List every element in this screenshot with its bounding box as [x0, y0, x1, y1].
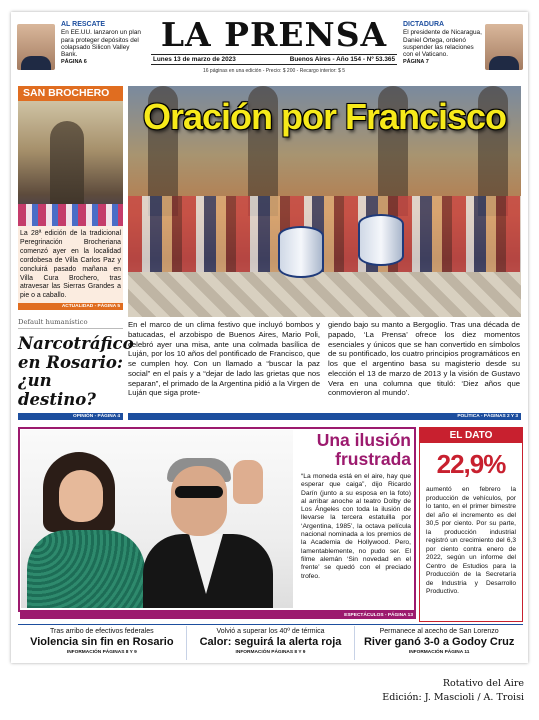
main-story-col-1: En el marco de un clima festivo que incluyó bombos y batucadas, el arzobispo de Buenos Aires, Mario Poli, celebró ayer una misa, ante una colmada basílica de Luján, por los 10 años del pontificado de Francisco, que se cumplen hoy. Con un llamado a “buscar la paz social” en el país y a “dejar de lado las grietas que nos separan”, el primado de la Argentina pidió a la Virgen de Luján que siga prote-	[128, 320, 320, 398]
main-story-tag: POLÍTICA - PÁGINAS 2 Y 3	[128, 413, 521, 420]
man-face	[171, 466, 227, 536]
credits	[382, 677, 524, 705]
floor	[128, 272, 521, 317]
strip-headline: Violencia sin fin en Rosario	[30, 636, 174, 648]
ilusion-text: “La moneda está en el aire, hay que esperar que caiga”, dijo Ricardo Darín (junto a su esposa en la foto) al arribar anoche al teatro Dolby de Los Ángeles con toda la ilusión de llevarse la tercera estatuilla por ‘Argentina, 1985’, la octava película nacional nominada a los premios de la Academia de Hollywood. Pero, lamentablemente, no pudo ser. El filme alemán ‘Sin novedad en el frente’ se quedó con el preciado trofeo.	[301, 473, 411, 580]
strip-headline: River ganó 3-0 a Godoy Cruz	[363, 636, 515, 648]
strip-item-calor[interactable]	[186, 626, 355, 660]
opinion-tag: OPINIÓN - PÁGINA 4	[18, 413, 123, 420]
ear-left-page: PÁGINA 6	[61, 59, 87, 66]
masthead: LA PRENSA	[160, 15, 388, 54]
date: Lunes 13 de marzo de 2023	[153, 56, 236, 63]
el-dato-value: 22,9%	[436, 449, 506, 479]
san-brochero-photo	[18, 101, 123, 226]
drum	[278, 226, 324, 278]
price-info: 16 páginas en una edición - Precio: $ 200 - Recargo interior: $ 5	[202, 68, 346, 74]
strip-kicker: Tras arribo de efectivos federales	[50, 628, 154, 635]
main-story-body	[128, 320, 521, 398]
strip-item-river[interactable]	[354, 626, 523, 660]
main-photo[interactable]	[128, 86, 521, 317]
san-brochero-story[interactable]	[18, 86, 123, 310]
strip-kicker: Volvió a superar los 40º de térmica	[216, 628, 325, 635]
left-column	[18, 86, 134, 420]
san-brochero-tag: ACTUALIDAD - PÁGINA 5	[18, 303, 123, 310]
credits-line-1: Rotativo del Aire	[442, 678, 524, 689]
bottom-strip	[18, 626, 523, 660]
el-dato-box[interactable]	[419, 427, 523, 622]
ilusion-photo[interactable]	[21, 430, 293, 608]
ilusion-tag: ESPECTÁCULOS - PÁGINA 13	[20, 612, 416, 619]
san-brochero-text: La 28ª edición de la tradicional Peregrinación Brocheriana comenzó ayer en la localidad cordobesa de Villa Carlos Paz y concluirá pasado mañana en Villa Cura Brochero, tras atravesar las Sierras Grandes a pie o a caballo.	[18, 226, 123, 303]
opinion-story[interactable]	[18, 318, 134, 420]
bottom-strip-rule	[18, 624, 523, 625]
statue-figure	[50, 121, 84, 211]
woman-dress	[27, 530, 145, 608]
flowers	[18, 204, 123, 226]
strip-headline: Calor: seguirá la alerta roja	[199, 636, 342, 648]
ear-left-kicker: AL RESCATE	[61, 21, 106, 28]
page-content	[11, 12, 528, 663]
drum	[358, 214, 404, 266]
ear-left-text: En EE.UU. lanzaron un plan para proteger depósitos del colapsado Silicon Valley Bank.	[61, 29, 141, 59]
opinion-title: Narcotráfico en Rosario: ¿un destino?	[18, 334, 134, 409]
edition: Buenos Aires - Año 154 - Nº 53.365	[289, 56, 395, 63]
ilusion-headline[interactable]: Una ilusión frustrada	[316, 430, 411, 469]
el-dato-text: aumentó en febrero la producción de vehículos, por lo tanto, en el primer bimestre del año el incremento es del 30,5 por ciento. Por su parte, la producción industrial registró un crecimiento del 6,3 por ciento contra enero de 2022, según un informe del Centro de Estudios para la Producción de la Secretaría de Industria y Desarrollo Productivo.	[426, 486, 516, 595]
ear-right-kicker: DICTADURA	[403, 21, 445, 28]
sunglasses	[175, 486, 223, 498]
main-headline[interactable]: Oración por Francisco	[142, 96, 507, 137]
raised-hand	[233, 460, 263, 504]
ear-right-page: PÁGINA 7	[403, 59, 429, 66]
credits-line-2: Edición: J. Mascioli / A. Troisi	[382, 692, 524, 703]
strip-kicker: Permanece al acecho de San Lorenzo	[379, 628, 499, 635]
woman-face	[59, 470, 103, 522]
opinion-kicker: Default humanístico	[18, 318, 123, 329]
strip-page: INFORMACIÓN PÁGINAS 8 Y 9	[66, 650, 137, 655]
ear-right-text: El presidente de Nicaragua, Daniel Ortega, ordenó suspender las relaciones con el Vaticano.	[403, 29, 482, 59]
el-dato-banner: EL DATO	[420, 428, 522, 443]
strip-page: INFORMACIÓN PÁGINAS 8 Y 9	[235, 650, 306, 655]
main-story-col-2: giendo bajo su manto a Bergoglio. Tras una década de papado, ‘La Prensa’ ofrece los diez momentos esenciales y únicos que se han convertido en símbolos de su pontificado, los cuatro principios programáticos en los que el argentino basa su magisterio desde su elección el 13 de marzo de 2013 y la visión de Gustavo Vera en una columna que tituló: ‘Diez años que conmovieron al mundo’.	[328, 320, 520, 398]
san-brochero-banner: SAN BROCHERO	[18, 86, 123, 101]
crowd	[128, 196, 521, 276]
strip-item-rosario[interactable]	[18, 626, 186, 660]
strip-page: INFORMACIÓN PÁGINA 11	[408, 650, 470, 655]
